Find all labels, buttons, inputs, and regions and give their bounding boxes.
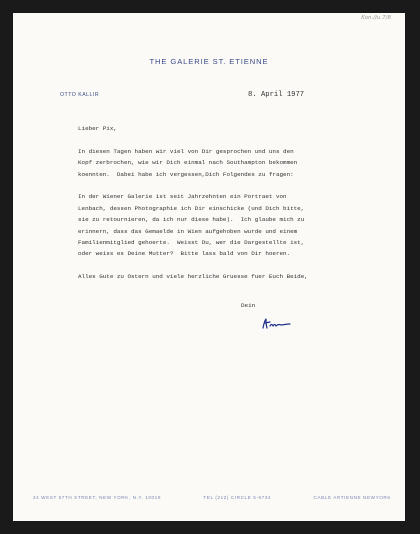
footer-phone: TEL (212) CIRCLE 5-6734 (203, 495, 272, 500)
paragraph-2-line: In der Wiener Galerie ist seit Jahrzehnten ein Portraet von (78, 193, 287, 201)
footer-address: 24 WEST 57TH STREET, NEW YORK, N.Y. 10019 (33, 495, 161, 500)
paragraph-2-line: oder weiss es Deine Mutter? Bitte lass bald von Dir hoeren. (78, 250, 291, 258)
footer-cable: CABLE ARTIENNE NEWYORK (313, 495, 391, 500)
paragraph-2-line: Lenbach, dessen Photographie ich Dir einschicke (und Dich bitte, (78, 204, 305, 212)
letter-body (78, 123, 378, 283)
paragraph-3-line: Alles Gute zu Ostern und viele herzliche Gruesse fuer Euch Beide, (78, 273, 308, 281)
letterhead-footer (33, 495, 391, 500)
paragraph-1-line: In diesen Tagen haben wir viel von Dir gesprochen und uns den (78, 147, 294, 155)
paragraph-1-line: koennten. Dabei habe ich vergessen,Dich Folgendes zu fragen: (78, 170, 294, 178)
closing: Dein (241, 302, 256, 309)
pencil-annotation: Kon.//u.7/8 (361, 15, 391, 21)
letterhead-title: THE GALERIE ST. ETIENNE (149, 57, 269, 66)
paragraph-2-line: erinnern, dass das Gemaelde in Wien aufgehoben wurde und einem (78, 227, 298, 235)
salutation: Lieber Pix, (78, 125, 117, 132)
letter-date: 8. April 1977 (248, 91, 305, 99)
paragraph-1-line: Kopf zerbrochen, wie wir Dich einmal nach Southampton bekommen (78, 159, 298, 167)
letter-sheet (13, 13, 405, 521)
paragraph-2-line: sie zu retournieren, da ich nur diese habe). Ich glaube mich zu (78, 216, 305, 224)
handwritten-signature (261, 317, 293, 336)
sender-name: OTTO KALLIR (60, 92, 100, 98)
paragraph-2-line: Familienmitglied gehoerte. Weisst Du, wer die Dargestellte ist, (78, 239, 305, 247)
